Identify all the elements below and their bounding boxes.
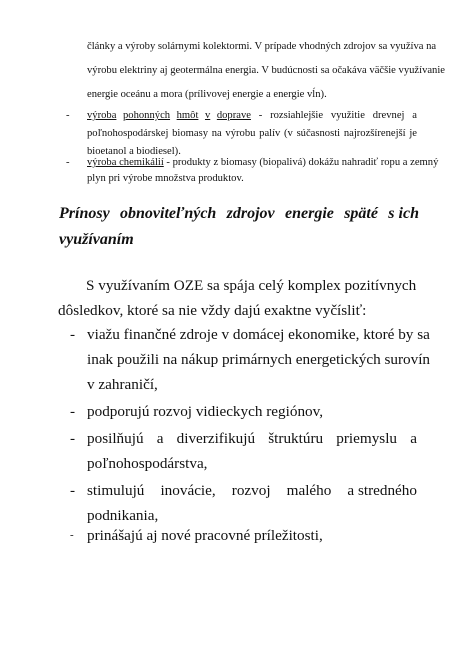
word: energie	[284, 205, 334, 222]
word: -	[258, 110, 263, 121]
word: štruktúru	[268, 430, 324, 447]
large-bullet-4-line-2: podnikania,	[87, 507, 159, 524]
word: zdrojov	[226, 205, 275, 222]
small-bullet-2-term: výroba chemikálií	[87, 157, 164, 168]
word: je	[409, 128, 417, 139]
small-bullet-2-line-2: plyn pri výrobe množstva produktov.	[87, 173, 244, 184]
word: a	[156, 430, 164, 447]
word: biomasy	[172, 128, 209, 139]
word: pohonných	[122, 110, 171, 121]
word: v	[204, 110, 211, 121]
word: najrozšírenejší	[343, 128, 406, 139]
large-bullet-3-line-1	[87, 430, 417, 448]
word: inovácie,	[160, 482, 216, 499]
word: (v	[284, 128, 293, 139]
word: výroba	[87, 110, 117, 121]
large-bullet-4-dash: -	[70, 482, 76, 499]
large-bullet-1-line-1: viažu finančné zdroje v domácej ekonomike, ktoré by sa	[87, 326, 430, 343]
word: a	[410, 430, 417, 447]
small-bullet-1-line-1	[87, 109, 417, 123]
heading-line-2: využívaním	[59, 231, 134, 248]
large-bullet-2-line-1: podporujú rozvoj vidieckych regiónov,	[87, 403, 324, 420]
word: diverzifikujú	[176, 430, 256, 447]
small-bullet-1-dash: -	[66, 110, 70, 121]
word: obnoviteľných	[120, 205, 217, 222]
small-bullet-2-line-1	[87, 156, 438, 170]
intro-line-2: výrobu elektriny aj geotermálna energia. V budúcnosti sa očakáva väčšie využívanie	[87, 65, 446, 76]
word: výrobu	[225, 128, 256, 139]
large-bullet-5-dash: -	[70, 529, 74, 541]
word: doprave	[216, 110, 251, 121]
word: a stredného	[347, 482, 417, 499]
large-bullet-1-dash: -	[70, 326, 76, 343]
small-bullet-1-line-2	[87, 127, 417, 141]
small-bullet-1-line-3: bioetanol a biodiesel).	[87, 146, 181, 157]
large-bullet-3-dash: -	[70, 430, 76, 447]
word: malého	[286, 482, 332, 499]
word: súčasnosti	[296, 128, 341, 139]
small-bullet-2-rest: - produkty z biomasy (biopalivá) dokážu nahradiť ropu a zemný	[163, 157, 439, 168]
word: priemyslu	[336, 430, 398, 447]
word: palív	[259, 128, 281, 139]
word: Prínosy	[59, 205, 110, 222]
large-bullet-5-line-1: prinášajú aj nové pracovné príležitosti,	[87, 527, 323, 544]
word: drevnej	[372, 110, 405, 121]
small-bullet-1-term	[87, 109, 251, 123]
word: využitie	[330, 110, 365, 121]
intro-line-1: články a výroby solárnymi kolektormi. V prípade vhodných zdrojov sa využíva na	[87, 41, 437, 52]
large-bullet-4-line-1	[87, 482, 417, 500]
word: na	[211, 128, 222, 139]
word: posilňujú	[87, 430, 144, 447]
word: stimulujú	[87, 482, 145, 499]
large-bullet-1-line-2: inak použili na nákup primárnych energetických surovín	[87, 351, 431, 368]
heading-line-1	[59, 205, 419, 223]
word: hmôt	[176, 110, 199, 121]
small-bullet-2-dash: -	[66, 157, 70, 168]
word: rozvoj	[231, 482, 271, 499]
large-bullet-1-line-3: v zahraničí,	[87, 376, 158, 393]
large-bullet-2-dash: -	[70, 403, 76, 420]
word: poľnohospodárskej	[87, 128, 169, 139]
paragraph-line-2: dôsledkov, ktoré sa nie vždy dajú exaktne vyčísliť:	[58, 302, 367, 319]
intro-line-3: energie oceánu a mora (prílivovej energie a energie vĺn).	[87, 89, 327, 100]
word: späté	[344, 205, 378, 222]
paragraph-line-1: S využívaním OZE sa spája celý komplex pozitívnych	[86, 277, 417, 294]
large-bullet-3-line-2: poľnohospodárstva,	[87, 455, 208, 472]
word: a	[412, 110, 417, 121]
word: s ich	[388, 205, 419, 222]
word: rozsiahlejšie	[270, 110, 324, 121]
